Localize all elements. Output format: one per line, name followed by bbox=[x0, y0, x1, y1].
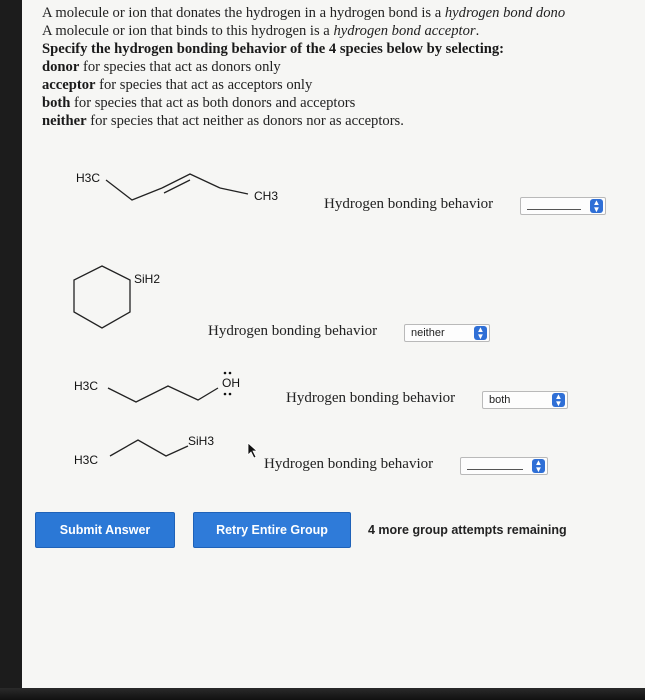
molecule-2-structure bbox=[70, 258, 210, 348]
option-both: both for species that act as both donors and acceptors bbox=[42, 95, 356, 111]
option-donor: donor for species that act as donors only bbox=[42, 59, 281, 75]
option-neither: neither for species that act neither as donors nor as acceptors. bbox=[42, 113, 404, 129]
molecule-3-left-group: H3C bbox=[74, 379, 99, 393]
molecule-1-structure bbox=[72, 168, 292, 218]
question-page bbox=[22, 0, 645, 688]
species-2-label: Hydrogen bonding behavior bbox=[208, 323, 378, 339]
up-down-caret-icon: ▲ ▼ bbox=[532, 459, 545, 473]
species-3-value: both bbox=[489, 394, 511, 406]
molecule-1-right-group: CH3 bbox=[254, 189, 279, 203]
up-down-caret-icon: ▲ ▼ bbox=[474, 326, 487, 340]
molecule-3-right-group: OH bbox=[222, 376, 240, 390]
species-4-select[interactable] bbox=[460, 457, 548, 475]
species-3-select[interactable] bbox=[482, 391, 568, 409]
molecule-1-left-group: H3C bbox=[76, 171, 101, 185]
molecule-4-structure bbox=[70, 428, 250, 473]
instructions bbox=[42, 4, 642, 130]
species-1-select[interactable] bbox=[520, 197, 606, 215]
species-3-label: Hydrogen bonding behavior bbox=[286, 390, 456, 406]
bottom-edge bbox=[0, 688, 645, 700]
molecule-2-group: SiH2 bbox=[134, 272, 161, 286]
molecule-3-structure bbox=[70, 368, 260, 408]
retry-entire-group-button[interactable]: Retry Entire Group bbox=[193, 512, 351, 548]
molecule-4-right-group: SiH3 bbox=[188, 434, 215, 448]
intro-line-2: A molecule or ion that binds to this hydrogen is a hydrogen bond acceptor. bbox=[42, 23, 480, 39]
species-4-label: Hydrogen bonding behavior bbox=[264, 456, 434, 472]
up-down-caret-icon: ▲ ▼ bbox=[590, 199, 603, 213]
intro-line-3: Specify the hydrogen bonding behavior of the 4 species below by selecting: bbox=[42, 41, 505, 57]
submit-answer-button[interactable]: Submit Answer bbox=[35, 512, 175, 548]
intro-line-1: A molecule or ion that donates the hydrogen in a hydrogen bond is a hydrogen bond dono bbox=[42, 5, 566, 21]
species-2-select[interactable] bbox=[404, 324, 490, 342]
up-down-caret-icon: ▲ ▼ bbox=[552, 393, 565, 407]
species-2-value: neither bbox=[411, 327, 445, 339]
species-1-label: Hydrogen bonding behavior bbox=[324, 196, 494, 212]
mouse-pointer-icon bbox=[247, 442, 261, 460]
molecule-4-left-group: H3C bbox=[74, 453, 99, 467]
option-acceptor: acceptor for species that act as acceptors only bbox=[42, 77, 313, 93]
attempts-remaining: 4 more group attempts remaining bbox=[368, 523, 567, 537]
